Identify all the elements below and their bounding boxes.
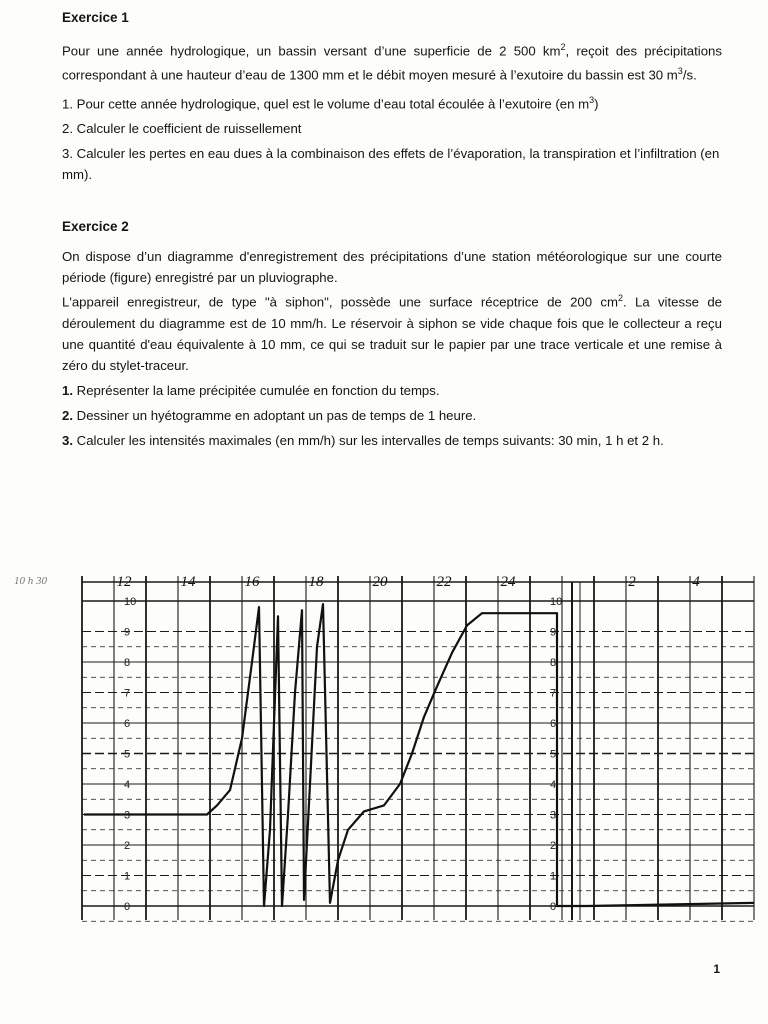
exercise-1-title: Exercice 1 (62, 10, 129, 25)
exercise-1-question-1: 1. Pour cette année hydrologique, quel est le volume d’eau total écoulée à l’exutoire (en $m^3$) (62, 94, 599, 112)
y-tick-label: 9 (124, 626, 131, 639)
recording-grid (82, 576, 754, 921)
exercise-1-question-3: 3. Calculer les pertes en eau dues à la combinaison des effets de l’évaporation, la transpiration et l’infiltration (en mm). (62, 146, 720, 183)
y-tick-label-right: 10 (550, 596, 563, 608)
y-tick-label-right: 6 (550, 718, 557, 730)
exercise-2-question-3: 3. Calculer les intensités maximales (en mm/h) sur les intervalles de temps suivants: 30 min, 1 h et 2 h. (62, 432, 664, 448)
exercise-1-question-2: 2. Calculer le coefficient de ruissellement (62, 121, 302, 137)
exercise-2-title: Exercice 2 (62, 219, 129, 235)
y-tick-label: 5 (124, 748, 131, 761)
hour-label: 22 (436, 574, 452, 590)
y-tick-label-right: 0 (550, 901, 557, 913)
y-tick-label-right: 4 (550, 779, 557, 791)
hour-label: 16 (244, 574, 260, 590)
y-tick-label: 6 (124, 718, 131, 730)
pluviograph-recording (12, 560, 760, 940)
y-tick-label-right: 5 (550, 748, 557, 761)
exercise-1-statement: Pour une année hydrologique, un bassin versant d’une superficie de 2 500 $km^2$, reçoit des précipitations correspondant à une hauteur d’eau de 1300 mm et le débit moyen mesuré à l’exutoire du bassin est 30 $m^3/s$. (62, 42, 722, 83)
hour-label: 18 (308, 574, 324, 590)
exercise-2 (62, 219, 722, 450)
page-number: 1 (713, 962, 720, 976)
y-tick-label: 3 (124, 809, 131, 822)
y-tick-label: 7 (124, 687, 131, 700)
y-tick-label: 1 (124, 870, 131, 883)
exercise-2-device-description: L'appareil enregistreur, de type "à siphon", possède une surface réceptrice de 200 $cm^2$. La vitesse de déroulement du diagramme est de 10 mm/h. Le réservoir à siphon se vide chaque fois que le collecteur a reçu une quantité d'eau équivalente à 10 mm, ce qui se traduit sur le papier par une trace verticale et une remise à zéro du stylet-traceur. (62, 293, 722, 373)
margin-note: 10 h 30 (14, 575, 47, 587)
hour-label: 4 (692, 574, 700, 590)
exercise-1 (62, 10, 722, 185)
rain-trace (84, 604, 754, 906)
y-tick-label-right: 3 (550, 809, 557, 822)
hour-label: 14 (180, 574, 196, 590)
y-tick-label: 2 (124, 840, 131, 852)
hour-label: 2 (628, 574, 636, 590)
recording-labels (117, 574, 701, 913)
hour-label: 20 (372, 574, 388, 590)
y-tick-label-right: 9 (550, 626, 557, 639)
y-tick-label-right: 7 (550, 687, 557, 700)
y-tick-label-right: 8 (550, 657, 557, 669)
y-tick-label-right: 1 (550, 870, 557, 883)
exercise-2-question-1: 1. Représenter la lame précipitée cumulée en fonction du temps. (62, 382, 440, 398)
y-tick-label: 8 (124, 657, 131, 669)
exercise-2-intro: On dispose d’un diagramme d'enregistrement des précipitations d’une station météorologique sur une courte période (figure) enregistré par un pluviographe. (62, 249, 722, 286)
exercise-2-question-2: 2. Dessiner un hyétogramme en adoptant un pas de temps de 1 heure. (62, 407, 477, 423)
y-tick-label: 4 (124, 779, 131, 791)
hour-label: 24 (500, 574, 516, 590)
y-tick-label-right: 2 (550, 840, 557, 852)
y-tick-label: 0 (124, 901, 131, 913)
hour-label: 12 (116, 574, 132, 590)
document-page (62, 10, 722, 451)
y-tick-label: 10 (124, 596, 137, 608)
